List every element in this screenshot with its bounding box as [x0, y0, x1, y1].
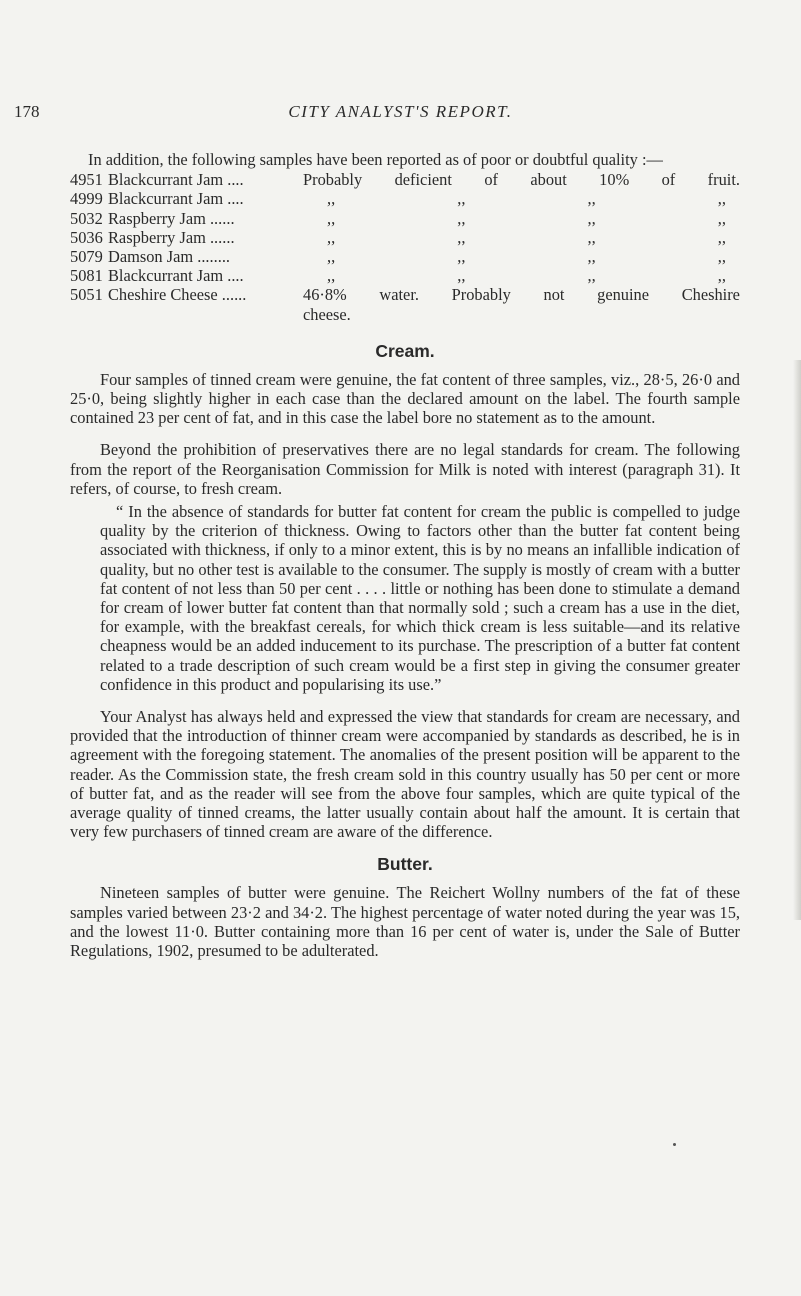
ditto-mark: ,, [457, 266, 466, 286]
sample-row [70, 247, 740, 266]
sample-row [70, 209, 740, 228]
cream-paragraph: Beyond the prohibition of preservatives there are no legal standards for cream. The following from the report of the Reorganisation Commission for Milk is noted with interest (paragraph 31). It refers, of course, to fresh cream. [70, 440, 740, 498]
sample-remark-continuation: cheese. [303, 304, 351, 324]
ditto-mark: ,, [327, 266, 336, 286]
sample-name: Blackcurrant Jam .... [108, 266, 244, 286]
ditto-mark: ,, [457, 208, 466, 228]
remark-word: Probably [303, 170, 363, 190]
sample-row [70, 189, 740, 208]
cream-paragraph: Four samples of tinned cream were genuine, the fat content of three samples, viz., 28·5, 26·0 and 25·0, being slightly higher in each case than the declared amount on the label. The fourth sample contained 23 per cent of fat, and in this case the label bore no statement as to the amount. [70, 369, 740, 428]
sample-code: 5079 [70, 246, 103, 266]
remark-word: deficient [394, 170, 452, 190]
ditto-mark: ,, [327, 208, 336, 228]
ditto-mark: ,, [327, 189, 336, 209]
ditto-mark: ,, [327, 246, 336, 266]
running-header [14, 102, 787, 126]
ditto-mark: ,, [587, 189, 596, 209]
cream-closing-paragraph: Your Analyst has always held and expressed the view that standards for cream are necessary, and provided that the introduction of thinner cream were accompanied by standards as described, he is in agreement with the foregoing statement. The anomalies of the present position will be apparent to the reader. As the Commission state, the fresh cream sold in this country usually has 50 per cent or more of butter fat, and as the reader will see from the above four samples, which are quite typical of the average quality of tinned creams, the latter usually contain about half the amount. It is certain that very few purchasers of tinned cream are aware of the difference. [70, 706, 740, 842]
ditto-marks [303, 247, 740, 266]
sample-remark [303, 285, 740, 304]
sample-name: Cheshire Cheese ...... [108, 285, 247, 305]
ditto-mark: ,, [587, 227, 596, 247]
ditto-mark: ,, [587, 266, 596, 286]
ditto-marks [303, 189, 740, 208]
remark-word: of [484, 170, 498, 190]
ditto-mark: ,, [587, 246, 596, 266]
page-number: 178 [14, 102, 40, 121]
ditto-mark: ,, [717, 208, 726, 228]
sample-name: Raspberry Jam ...... [108, 227, 235, 247]
ditto-mark: ,, [327, 227, 336, 247]
remark-word: not [543, 285, 565, 305]
sample-code: 4999 [70, 189, 103, 209]
print-speck [673, 1143, 676, 1146]
samples-intro: In addition, the following samples have been reported as of poor or doubtful quality :— [88, 150, 663, 169]
sample-row [70, 266, 740, 285]
sample-row [70, 228, 740, 247]
remark-word: genuine [597, 285, 650, 305]
sample-row [70, 170, 740, 189]
body-text [70, 150, 740, 973]
sample-code: 5081 [70, 266, 103, 286]
ditto-marks [303, 228, 740, 247]
sample-code: 4951 [70, 170, 103, 190]
page-edge-shadow [793, 360, 801, 920]
ditto-mark: ,, [717, 246, 726, 266]
commission-quote: “ In the absence of standards for butter fat content for cream the public is compelled to judge quality by the criterion of thickness. Owing to factors other than the butter fat content being associated with thickness, if only to a minor extent, this is by no means an infallible indication of quality, but no other test is available to the consumer. The supply is mostly of cream with a butter fat content of not less than 50 per cent . . . . little or nothing has been done to stimulate a demand for cream of lower butter fat content than that normally sold ; such a cream has a use in the diet, for example, with the breakfast cereals, for which thick cream is less suitable—and its relative cheapness would be an added inducement to its purchase. The prescription of a butter fat content related to a trade description of such cream would be a first step in giving the consumer greater confidence in this product and popularising its use.” [100, 501, 740, 694]
sample-name: Blackcurrant Jam .... [108, 170, 244, 190]
ditto-mark: ,, [457, 189, 466, 209]
ditto-marks [303, 209, 740, 228]
ditto-mark: ,, [717, 227, 726, 247]
butter-heading: Butter. [377, 854, 433, 875]
remark-word: water. [379, 285, 419, 305]
sample-code: 5051 [70, 285, 103, 305]
remark-word: Probably [451, 285, 511, 305]
samples-list [70, 170, 740, 324]
remark-word: fruit. [707, 170, 740, 190]
cream-heading: Cream. [375, 340, 435, 361]
ditto-mark: ,, [587, 208, 596, 228]
remark-word: about [530, 170, 567, 190]
sample-code: 5036 [70, 227, 103, 247]
sample-name: Damson Jam ........ [108, 246, 231, 266]
remark-word: 10% [599, 170, 630, 190]
butter-paragraph: Nineteen samples of butter were genuine. The Reichert Wollny numbers of the fat of these samples varied between 23·2 and 34·2. The highest percentage of water noted during the year was 15, and the lowest 11·0. Butter containing more than 16 per cent of water is, under the Sale of Butter Regulations, 1902, presumed to be adulterated. [70, 883, 740, 960]
remark-word: Cheshire [681, 285, 740, 305]
ditto-mark: ,, [457, 227, 466, 247]
sample-code: 5032 [70, 208, 103, 228]
ditto-mark: ,, [717, 266, 726, 286]
remark-word: 46·8% [303, 285, 347, 305]
sample-name: Blackcurrant Jam .... [108, 189, 244, 209]
sample-name: Raspberry Jam ...... [108, 208, 235, 228]
ditto-marks [303, 266, 740, 285]
running-title: CITY ANALYST'S REPORT. [288, 102, 513, 121]
ditto-mark: ,, [457, 246, 466, 266]
sample-row [70, 285, 740, 304]
ditto-mark: ,, [717, 189, 726, 209]
remark-word: of [661, 170, 676, 190]
sample-remark [303, 170, 740, 189]
